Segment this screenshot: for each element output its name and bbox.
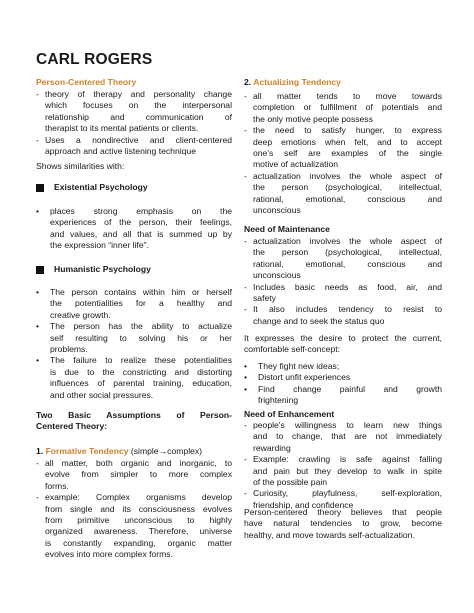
formative-label: Formative Tendency xyxy=(45,446,129,456)
body-line-text: forms. xyxy=(45,480,69,491)
body-line xyxy=(253,431,442,442)
body-line-text: all matter, both organic and inorganic, to xyxy=(45,458,232,468)
body-line-text: experiences of the person, their feelings, xyxy=(50,217,232,228)
body-line xyxy=(50,344,232,355)
heading-need-of-enhancement: Need of Enhancement xyxy=(244,409,335,419)
body-line-text: from single and its consciousness evolves xyxy=(45,503,232,514)
body-line xyxy=(45,112,232,123)
actualizing-label: Actualizing Tendency xyxy=(253,77,341,87)
body-line-text: friendship, and confidence xyxy=(253,499,354,510)
body-line xyxy=(45,549,232,560)
body-line xyxy=(253,125,442,136)
body-line xyxy=(253,171,442,182)
body-line-text: influences of parental training, education, xyxy=(50,378,232,389)
body-line-text: Example: crawling is safe against falling xyxy=(253,454,442,465)
actualizing-number: 2. xyxy=(244,77,254,87)
dash-marker: - xyxy=(244,304,247,315)
body-line xyxy=(258,395,442,406)
body-line xyxy=(253,316,442,327)
body-line-text: from primitive unconscious to highly xyxy=(45,515,232,525)
bullet-marker: • xyxy=(36,321,40,332)
body-line xyxy=(253,102,442,113)
square-bullet-icon xyxy=(36,266,44,274)
desire-paragraph-text: comfortable self-concept: xyxy=(244,344,341,355)
body-line xyxy=(253,488,442,499)
body-line xyxy=(45,492,232,503)
page-title: CARL ROGERS xyxy=(36,51,153,68)
body-line-text: rational, emotional, conscious and xyxy=(253,258,442,269)
body-line xyxy=(50,378,232,389)
closing-paragraph-text: have natural tendencies to grow, become xyxy=(244,518,442,529)
body-line xyxy=(50,333,232,344)
body-line-text: rewarding xyxy=(253,442,291,453)
body-line xyxy=(45,89,232,100)
body-line xyxy=(253,293,442,304)
body-line-text: frightening xyxy=(258,395,299,406)
body-line xyxy=(45,135,232,146)
body-line xyxy=(50,206,232,217)
body-line-text: therapist to its mental patients or clients. xyxy=(45,123,199,134)
closing-paragraph-text: Person-centered theory believes that people xyxy=(244,507,442,517)
body-line xyxy=(253,443,442,454)
body-line-text: which focuses on the interpersonal xyxy=(45,100,232,111)
body-line-text: The failure to realize these potentialities xyxy=(50,355,232,366)
body-line xyxy=(50,321,232,332)
body-line-text: rational, emotional, conscious and xyxy=(253,193,442,204)
body-line-text: unconscious xyxy=(253,270,301,281)
desire-paragraph-text: It expresses the desire to protect the current, xyxy=(244,333,442,343)
dash-marker: - xyxy=(36,89,39,99)
dash-marker: - xyxy=(244,91,247,101)
body-line-text: the person (psychological, intellectual, xyxy=(253,182,442,193)
body-line-text: the only motive people possess xyxy=(253,113,373,124)
body-line xyxy=(45,481,232,492)
heading-humanistic: Humanistic Psychology xyxy=(54,264,151,274)
body-line xyxy=(50,229,232,240)
body-line xyxy=(258,361,442,372)
body-line xyxy=(253,304,442,315)
body-line-text: Find change painful and growth xyxy=(258,383,442,394)
body-line xyxy=(258,372,442,383)
body-line xyxy=(253,182,442,193)
body-line-text: and other social pressures. xyxy=(50,389,154,400)
body-line-text: and to change, that are not immediately xyxy=(253,431,442,442)
body-line-text: deep emotions when felt, and to accept xyxy=(253,136,442,147)
body-line-text: of the possible pain xyxy=(253,477,328,487)
body-line-text: is due to the constricting and distorting xyxy=(50,366,232,377)
body-line-text: The person has the ability to actualize xyxy=(50,321,232,332)
body-line-text: approach and active listening technique xyxy=(45,146,196,156)
body-line xyxy=(50,367,232,378)
body-line-text: one's self are examples of the single xyxy=(253,148,442,158)
body-line xyxy=(50,390,232,401)
closing-paragraph xyxy=(244,507,442,518)
assumptions-heading-text: Centered Theory: xyxy=(36,421,108,432)
body-line-text: organized awareness. Therefore, universe xyxy=(45,526,232,537)
body-line-text: evolves into more complex forms. xyxy=(45,549,173,560)
dash-marker: - xyxy=(244,281,247,292)
body-line-text: actualization involves the whole aspect of xyxy=(253,170,442,181)
body-line xyxy=(50,217,232,228)
body-line xyxy=(50,298,232,309)
body-line-text: Distort unfit experiences xyxy=(258,372,351,383)
bullet-marker: • xyxy=(36,287,40,297)
desire-paragraph xyxy=(244,333,442,344)
body-line xyxy=(253,159,442,170)
body-line xyxy=(45,469,232,480)
body-line-text: the person (psychological, intellectual, xyxy=(253,247,442,258)
assumptions-heading xyxy=(36,421,232,432)
body-line-text: problems. xyxy=(50,344,88,354)
body-line-text: completion or fulfillment of potentials and xyxy=(253,102,442,113)
body-line-text: safety xyxy=(253,293,276,303)
body-line-text: The person contains within him or herself xyxy=(50,287,232,297)
square-bullet-icon xyxy=(36,184,44,192)
body-line xyxy=(45,458,232,469)
body-line-text: example: Complex organisms develop xyxy=(45,492,232,503)
body-line-text: the potentialities for a healthy and xyxy=(50,298,232,309)
body-line xyxy=(50,287,232,298)
body-line xyxy=(253,466,442,477)
dash-marker: - xyxy=(244,236,247,246)
body-line-text: the expression “inner life”. xyxy=(50,240,149,251)
bullet-marker: • xyxy=(36,206,40,216)
body-line-text: motive of actualization xyxy=(253,159,339,170)
bullet-marker: • xyxy=(244,361,248,371)
body-line xyxy=(45,123,232,134)
dash-marker: - xyxy=(244,420,247,430)
bullet-marker: • xyxy=(36,355,40,366)
body-line xyxy=(45,146,232,157)
body-line xyxy=(253,236,442,247)
body-line-text: and pain but they develop to walk in spite xyxy=(253,465,442,476)
dash-marker: - xyxy=(36,492,39,503)
body-line-text: people's willingness to learn new things xyxy=(253,420,442,430)
body-line-text: all matter tends to move towards xyxy=(253,91,442,101)
dash-marker: - xyxy=(244,125,247,136)
formative-number: 1. xyxy=(36,446,46,456)
body-line xyxy=(253,137,442,148)
heading-need-of-maintenance: Need of Maintenance xyxy=(244,224,330,234)
body-line xyxy=(253,148,442,159)
dash-marker: - xyxy=(36,458,39,468)
body-line xyxy=(253,205,442,216)
body-line-text: Curiosity, playfulness, self-exploration, xyxy=(253,488,442,499)
body-line-text: Includes basic needs as food, air, and xyxy=(253,281,442,292)
closing-paragraph xyxy=(244,518,442,529)
body-line xyxy=(45,538,232,549)
formative-note: (simple→complex) xyxy=(128,446,203,456)
body-line xyxy=(253,420,442,431)
body-line xyxy=(258,384,442,395)
dash-marker: - xyxy=(36,134,39,145)
heading-existential: Existential Psychology xyxy=(54,182,148,192)
body-line xyxy=(45,515,232,526)
body-line xyxy=(50,240,232,251)
body-line xyxy=(253,270,442,281)
dash-marker: - xyxy=(244,454,247,465)
body-line-text: actualization involves the whole aspect of xyxy=(253,236,442,246)
body-line-text: unconscious xyxy=(253,205,301,215)
body-line xyxy=(253,194,442,205)
body-line xyxy=(253,454,442,465)
dash-marker: - xyxy=(244,488,247,499)
body-line xyxy=(253,477,442,488)
body-line-text: relationship and communication of xyxy=(45,111,232,122)
body-line-text: the need to satisfy hunger, to express xyxy=(253,125,442,136)
bullet-marker: • xyxy=(244,383,248,394)
body-line-text: theory of therapy and personality change xyxy=(45,89,232,99)
body-line-text: is constantly expanding, organic matter xyxy=(45,537,232,548)
desire-paragraph xyxy=(244,344,442,355)
body-line-text: Uses a nondirective and client-centered xyxy=(45,134,232,145)
body-line xyxy=(45,100,232,111)
body-line-text: They fight new ideas; xyxy=(258,361,340,371)
assumptions-heading xyxy=(36,410,232,421)
body-line-text: It also includes tendency to resist to xyxy=(253,304,442,315)
body-line xyxy=(50,355,232,366)
similarities-label: Shows similarities with: xyxy=(36,161,125,171)
closing-paragraph-text: healthy, and move towards self-actualization. xyxy=(244,529,415,540)
body-line xyxy=(253,91,442,102)
body-line xyxy=(253,114,442,125)
assumptions-heading-text: Two Basic Assumptions of Person- xyxy=(36,410,232,420)
body-line-text: self resulting to solving his or her xyxy=(50,332,232,343)
body-line xyxy=(253,282,442,293)
section-heading-person-centered: Person-Centered Theory xyxy=(36,77,137,87)
actualizing-tendency-line xyxy=(244,77,341,88)
body-line-text: evolve from simpler to more complex xyxy=(45,469,232,480)
body-line-text: change and to seek the status quo xyxy=(253,315,385,326)
body-line-text: and values, and all that is summed up by xyxy=(50,228,232,239)
bullet-marker: • xyxy=(244,372,248,383)
body-line xyxy=(45,526,232,537)
formative-tendency-line xyxy=(36,446,202,457)
body-line-text: creative growth. xyxy=(50,309,111,320)
body-line-text: places strong emphasis on the xyxy=(50,206,232,216)
body-line xyxy=(45,504,232,515)
closing-paragraph xyxy=(244,530,442,541)
dash-marker: - xyxy=(244,170,247,181)
body-line xyxy=(50,310,232,321)
body-line xyxy=(253,247,442,258)
body-line xyxy=(253,259,442,270)
